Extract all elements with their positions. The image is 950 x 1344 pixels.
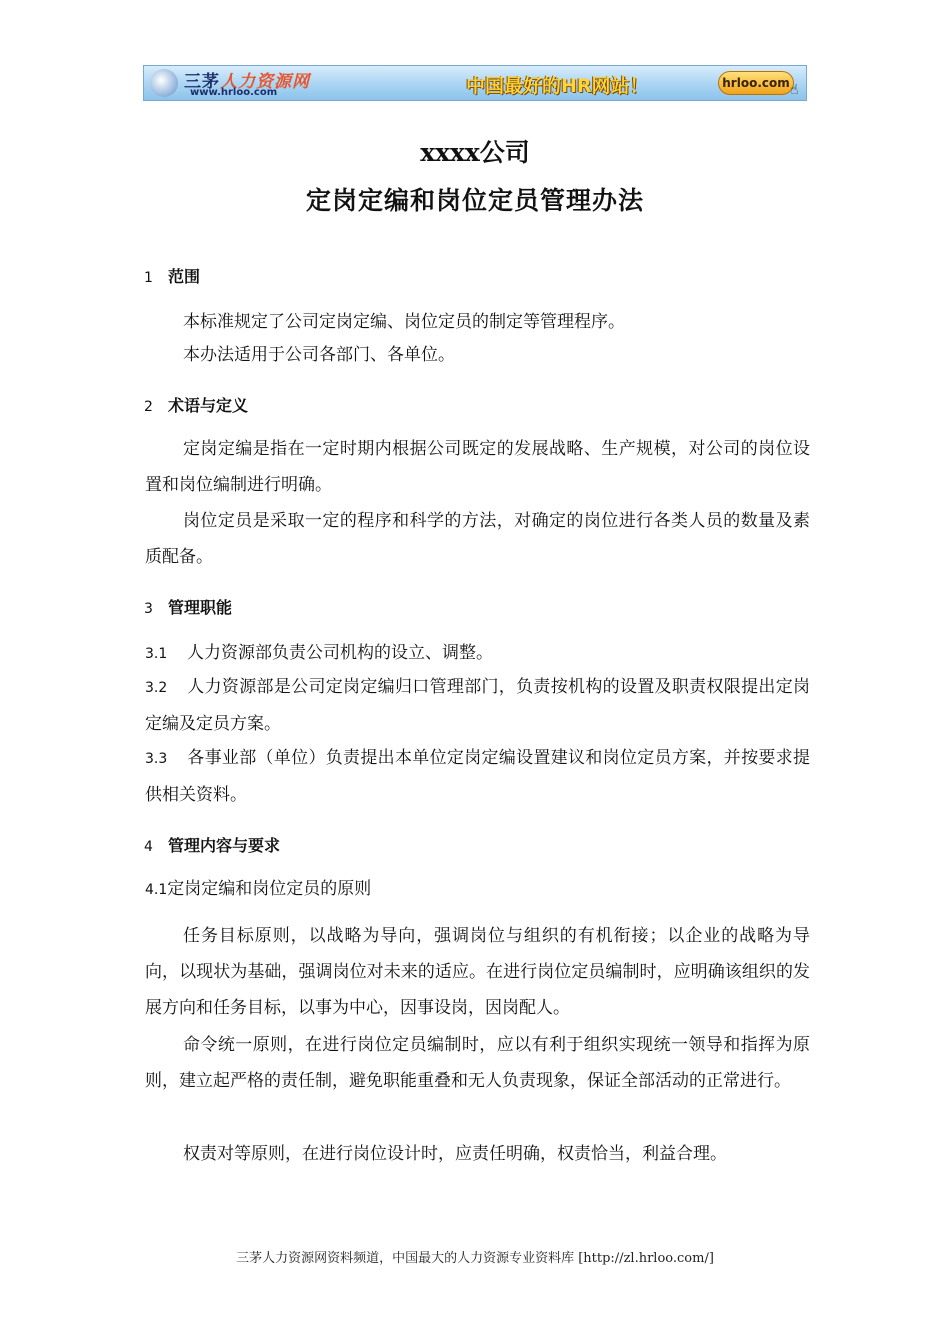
section-2-heading [144, 393, 248, 416]
list-item [145, 740, 810, 813]
brand-name: 三茅人力资源网 [184, 72, 310, 92]
section-4-heading [144, 833, 280, 856]
paragraph: 本办法适用于公司各部门、各单位。 [183, 345, 455, 365]
paragraph: 岗位定员是采取一定的程序和科学的方法，对确定的岗位进行各类人员的数量及素质配备。 [145, 511, 810, 567]
section-title: 管理内容与要求 [168, 836, 281, 855]
document-title-company: xxxx公司 [420, 138, 530, 167]
section-number: 3 [144, 601, 153, 617]
section-title: 管理职能 [168, 598, 233, 617]
paragraph: 权责对等原则，在进行岗位设计时，应责任明确，权责恰当，利益合理。 [183, 1144, 727, 1164]
section-number: 1 [144, 270, 153, 286]
paragraph: 命令统一原则，在进行岗位定员编制时，应以有利于组织实现统一领导和指挥为原则，建立起严格的责任制，避免职能重叠和无人负责现象，保证全部活动的正常进行。 [145, 1035, 810, 1091]
list-item [145, 669, 810, 742]
logo-icon [150, 69, 178, 97]
paragraph: 任务目标原则，以战略为导向，强调岗位与组织的有机衔接；以企业的战略为导向，以现状为基础，强调岗位对未来的适应。在进行岗位定员编制时，应明确该组织的发展方向和任务目标，以事为中心，因事设岗，因岗配人。 [145, 926, 810, 1018]
paragraph: 定岗定编是指在一定时期内根据公司既定的发展战略、生产规模，对公司的岗位设置和岗位编制进行明确。 [145, 439, 810, 495]
section-number: 2 [144, 399, 153, 415]
site-link-button[interactable]: hrloo.com [718, 71, 794, 95]
section-number: 4 [144, 839, 153, 855]
banner-slogan: 中国最好的HR网站！ [466, 75, 649, 97]
section-1-heading [144, 264, 200, 287]
brand-url: www.hrloo.com [190, 87, 278, 98]
item-text: 人力资源部负责公司机构的设立、调整。 [187, 643, 493, 663]
item-number: 3.2 [145, 680, 168, 696]
subsection-heading [145, 871, 810, 908]
item-text: 人力资源部是公司定岗定编归口管理部门，负责按机构的设置及职责权限提出定岗定编及定员方案。 [145, 677, 810, 734]
section-title: 范围 [168, 267, 201, 286]
list-item [145, 635, 810, 672]
page-footer: 三茅人力资源网资料频道，中国最大的人力资源专业资料库 [http://zl.hrloo.com/] [236, 1251, 714, 1266]
document-title: 定岗定编和岗位定员管理办法 [305, 186, 644, 215]
section-title: 术语与定义 [168, 396, 249, 415]
item-number: 3.1 [145, 646, 168, 662]
subsection-title: 定岗定编和岗位定员的原则 [167, 879, 372, 899]
item-text: 各事业部（单位）负责提出本单位定岗定编设置建议和岗位定员方案，并按要求提供相关资料。 [145, 748, 810, 805]
subsection-number: 4.1 [145, 882, 168, 898]
item-number: 3.3 [145, 751, 168, 767]
hand-cursor-icon: ☝ [790, 82, 799, 98]
paragraph: 本标准规定了公司定岗定编、岗位定员的制定等管理程序。 [183, 312, 625, 332]
section-3-heading [144, 595, 232, 618]
header-banner[interactable] [143, 65, 807, 101]
